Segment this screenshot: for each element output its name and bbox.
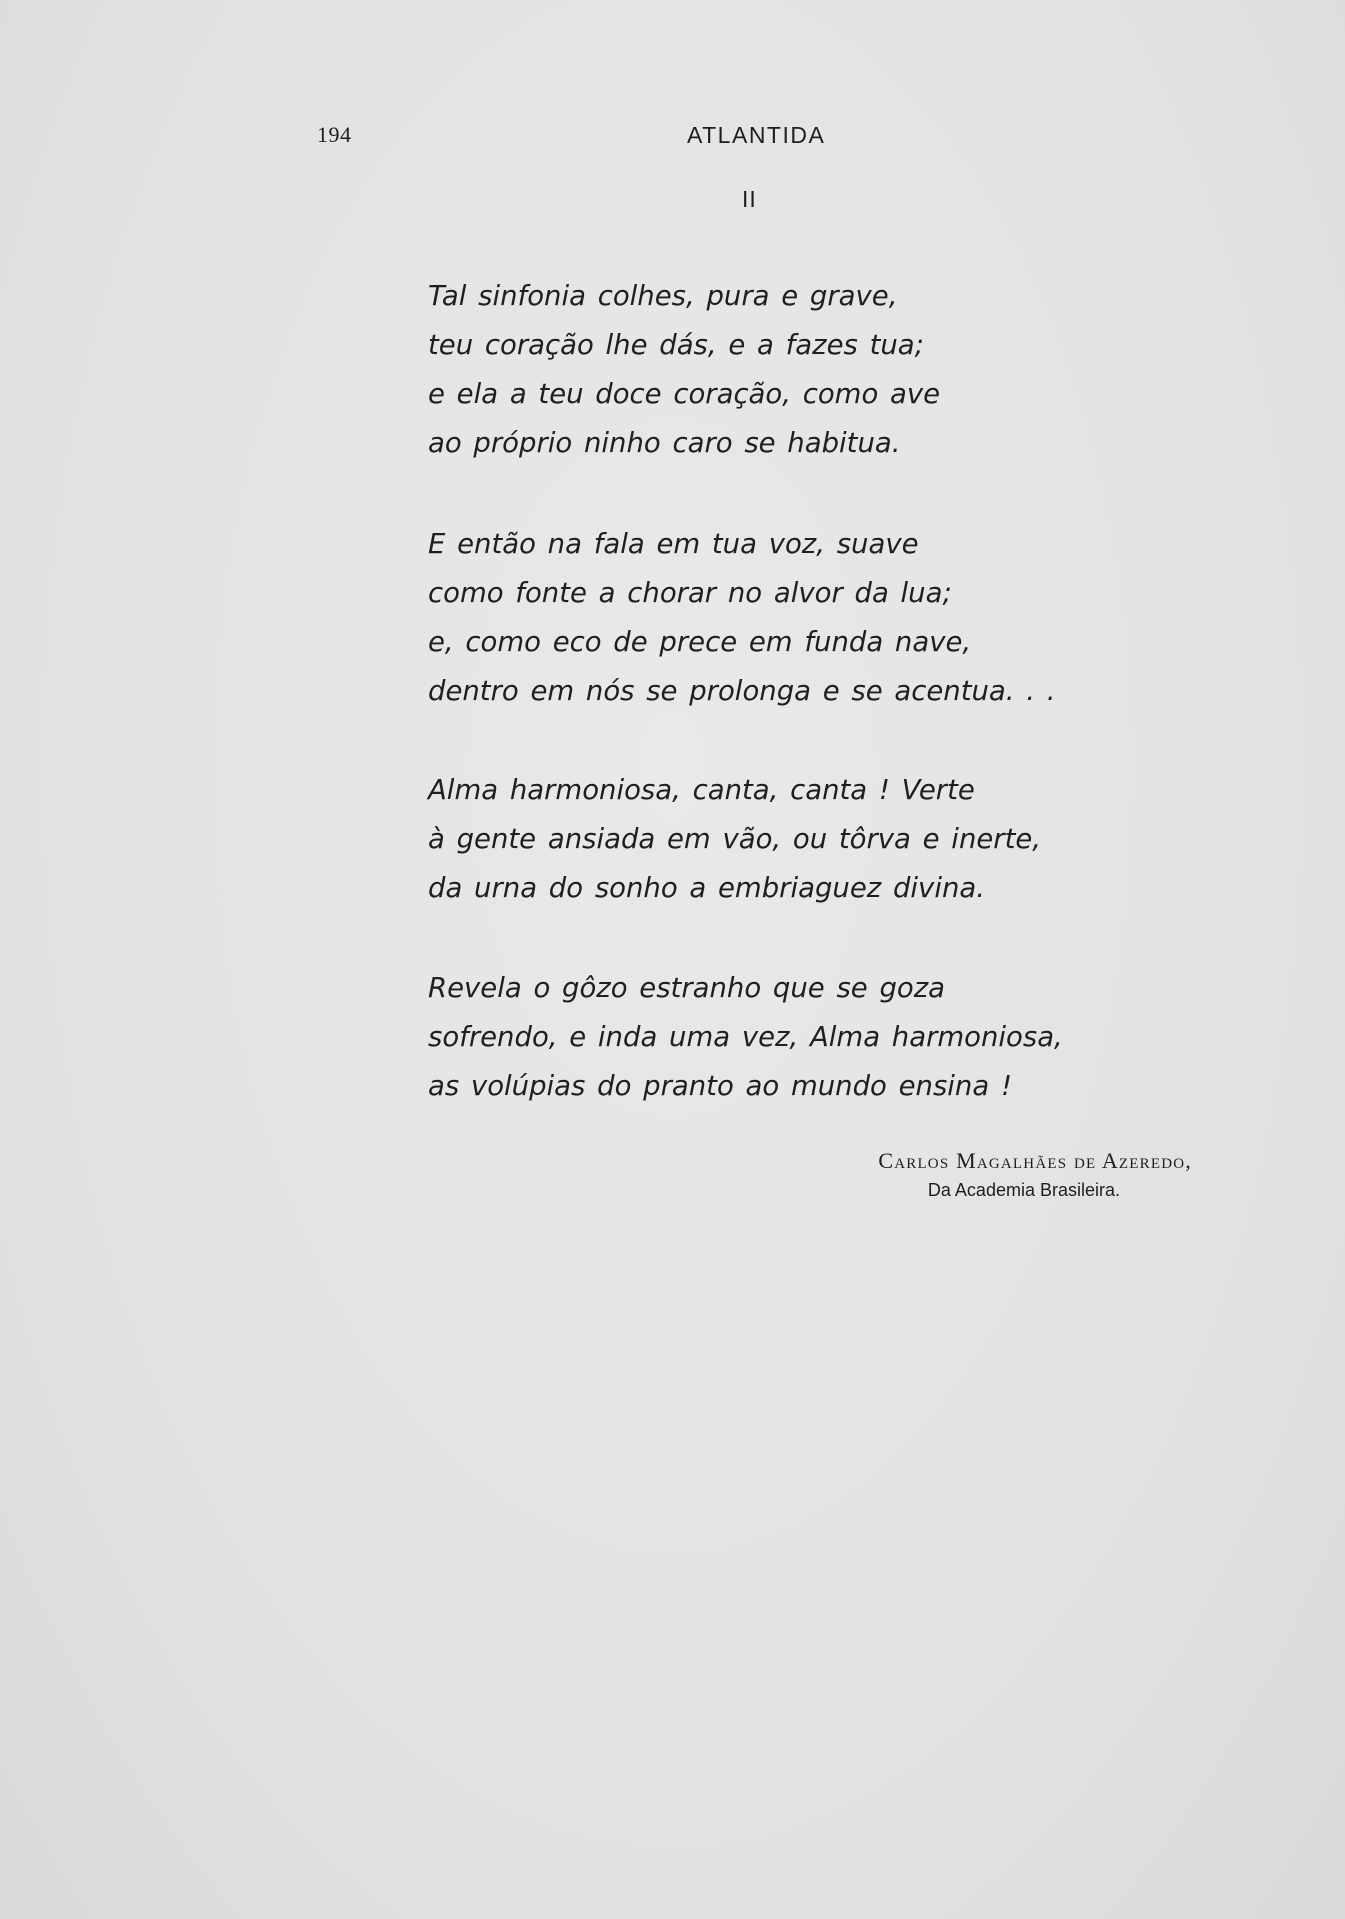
poem-line: sofrendo, e inda uma vez, Alma harmoniosa, (428, 1021, 1063, 1053)
poem-line: ao próprio ninho caro se habitua. (428, 427, 901, 459)
poem-line: teu coração lhe dás, e a fazes tua; (428, 329, 924, 361)
stanza-1 (428, 272, 940, 468)
poem-line: da urna do sonho a embriaguez divina. (428, 872, 985, 904)
poem-line: e ela a teu doce coração, como ave (428, 378, 941, 410)
stanza-4 (428, 964, 1063, 1111)
author-signature (878, 1145, 1192, 1203)
poem-line: e, como eco de prece em funda nave, (428, 626, 972, 658)
section-numeral: II (742, 186, 757, 212)
page-number: 194 (317, 122, 352, 147)
author-name: Carlos Magalhães de Azeredo, (878, 1148, 1192, 1173)
poem-line: Tal sinfonia colhes, pura e grave, (428, 280, 898, 312)
poem-line: Revela o gôzo estranho que se goza (428, 972, 946, 1004)
stanza-3 (428, 766, 1041, 913)
running-head: ATLANTIDA (687, 122, 826, 148)
poem-line: dentro em nós se prolonga e se acentua. . . (428, 675, 1056, 707)
poem-line: à gente ansiada em vão, ou tôrva e inerte, (428, 823, 1042, 855)
poem-line: como fonte a chorar no alvor da lua; (428, 577, 952, 609)
poem-line: as volúpias do pranto ao mundo ensina ! (428, 1070, 1012, 1102)
stanza-2 (428, 520, 1056, 716)
author-affiliation: Da Academia Brasileira. (927, 1180, 1120, 1200)
poem-line: E então na fala em tua voz, suave (428, 528, 919, 560)
poem-line: Alma harmoniosa, canta, canta ! Verte (428, 774, 975, 806)
